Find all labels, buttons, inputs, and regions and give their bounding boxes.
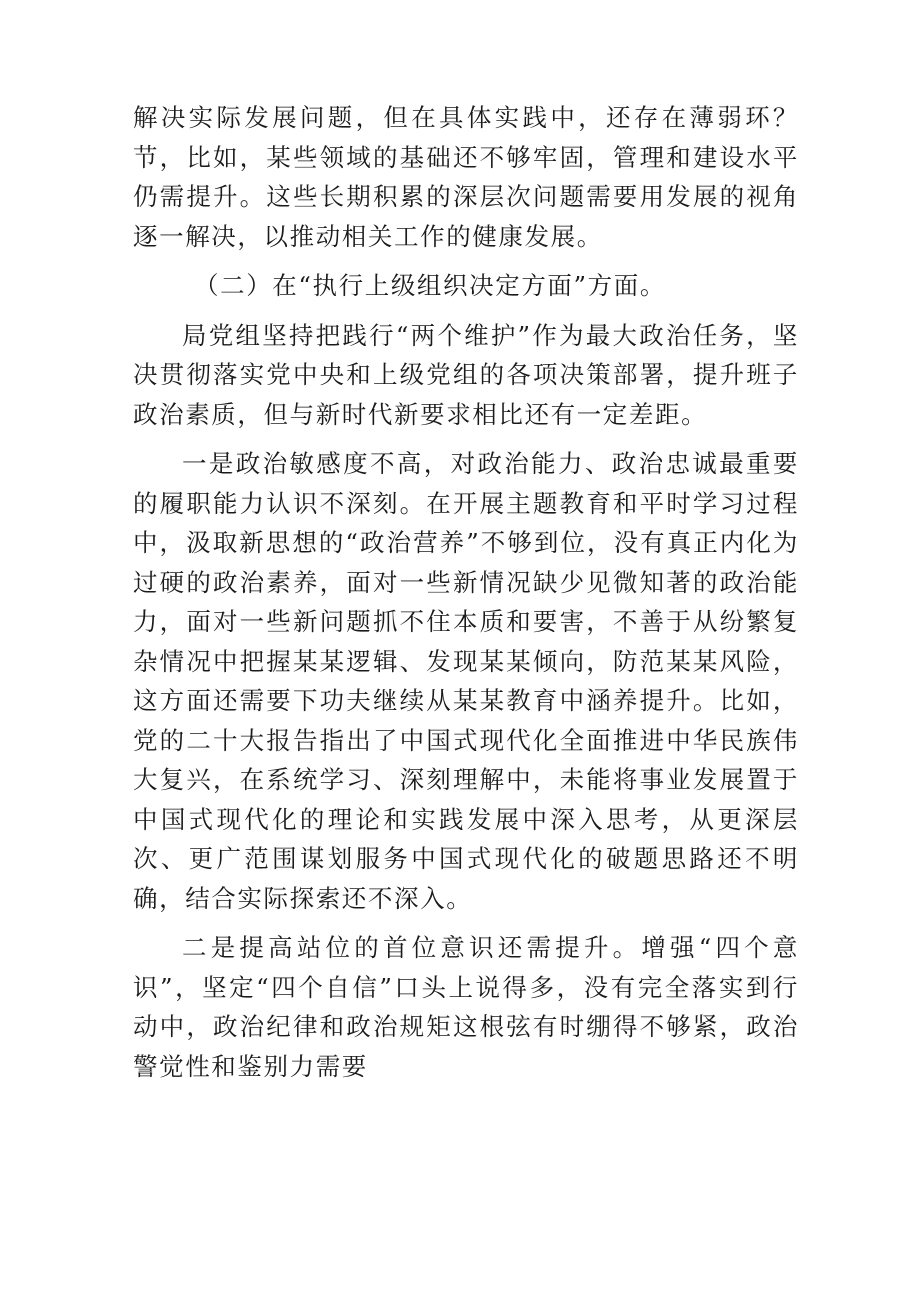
paragraph-point-two: 二是提高站位的首位意识还需提升。增强“四个意识”，坚定“四个自信”口头上说得多，没有完全落实到行动中，政治纪律和政治规矩这根弦有时绷得不够紧，政治警觉性和鉴别力需要	[133, 933, 799, 1081]
paragraph-continuation: 解决实际发展问题，但在具体实践中，还存在薄弱环？节，比如，某些领域的基础还不够牢固，管理和建设水平仍需提升。这些长期积累的深层次问题需要用发展的视角逐一解决，以推动相关工作的健康发展。	[133, 103, 799, 251]
document-body	[133, 98, 799, 1086]
section-heading: （二）在“执行上级组织决定方面”方面。	[194, 271, 666, 300]
paragraph-point-one: 一是政治敏感度不高，对政治能力、政治忠诚最重要的履职能力认识不深刻。在开展主题教育和平时学习过程中，汲取新思想的“政治营养”不够到位，没有真正内化为过硬的政治素养，面对一些新情况缺少见微知著的政治能力，面对一些新问题抓不住本质和要害，不善于从纷繁复杂情况中把握某某逻辑、发现某某倾向，防范某某风险，这方面还需要下功夫继续从某某教育中涵养提升。比如，党的二十大报告指出了中国式现代化全面推进中华民族伟大复兴，在系统学习、深刻理解中，未能将事业发展置于中国式现代化的理论和实践发展中深入思考，从更深层次、更广范围谋划服务中国式现代化的破题思路还不明确，结合实际探索还不深入。	[133, 449, 799, 913]
paragraph-intro: 局党组坚持把践行“两个维护”作为最大政治任务，坚决贯彻落实党中央和上级党组的各项决策部署，提升班子政治素质，但与新时代新要求相比还有一定差距。	[133, 320, 799, 429]
